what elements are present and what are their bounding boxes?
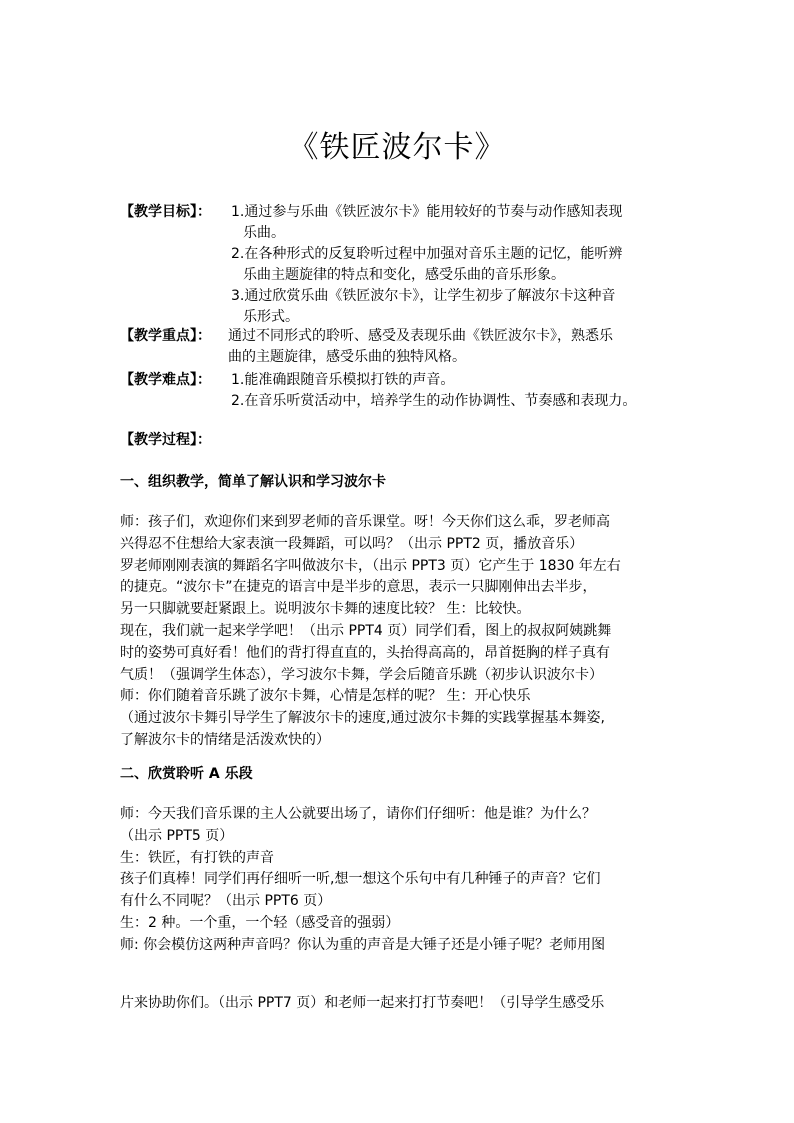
section-2-line: 有什么不同呢？（出示 PPT6 页）: [120, 893, 332, 910]
section-2-line: 孩子们真棒！同学们再仔细听一听,想一想这个乐句中有几种锤子的声音？它们: [120, 871, 601, 888]
section-2-line: （出示 PPT5 页）: [120, 827, 234, 844]
section-2-continuation: [120, 993, 680, 1015]
section-2-continuation-line: 片来协助你们。（出示 PPT7 页）和老师一起来打打节奏吧！（引导学生感受乐: [120, 995, 605, 1011]
objective-3-line-1: 3.通过欣赏乐曲《铁匠波尔卡》，让学生初步了解波尔卡这种音: [231, 288, 616, 304]
objective-2-line-1: 2.在各种形式的反复聆听过程中加强对音乐主题的记忆，能听辨: [231, 246, 623, 262]
key-points-line-2: 曲的主题旋律，感受乐曲的独特风格。: [228, 349, 466, 365]
objectives-block: [120, 202, 700, 325]
section-1-line: 气质！（强调学生体态），学习波尔卡舞，学会后随音乐跳（初步认识波尔卡）: [120, 666, 603, 683]
document-title: 《铁匠波尔卡》: [288, 130, 506, 165]
section-2-line: 生：2 种。一个重，一个轻（感受音的强弱）: [120, 914, 400, 931]
section-1-line: 了解波尔卡的情绪是活泼欢快的）: [120, 731, 330, 748]
objective-1-line-2: 乐曲。: [243, 225, 285, 241]
objectives-label: 【教学目标】：: [120, 204, 211, 220]
section-1-line: （通过波尔卡舞引导学生了解波尔卡的速度,通过波尔卡舞的实践掌握基本舞姿,: [120, 710, 605, 727]
section-1-line: 罗老师刚刚表演的舞蹈名字叫做波尔卡，（出示 PPT3 页）它产生于 1830 年左右: [120, 557, 621, 574]
section-2-line: 生：铁匠，有打铁的声音: [120, 849, 274, 866]
section-2-line: 师: 你会模仿这两种声音吗？你认为重的声音是大锤子还是小锤子呢？老师用图: [120, 936, 606, 953]
key-points-text: [228, 326, 678, 368]
key-points-block: [120, 326, 700, 365]
objective-item-1: [231, 202, 681, 244]
objective-2-line-2: 乐曲主题旋律的特点和变化，感受乐曲的音乐形象。: [243, 267, 565, 283]
section-1-line: 时的姿势可真好看！他们的背打得直直的，头抬得高高的，昂首挺胸的样子真有: [120, 644, 610, 661]
key-points-line-1: 通过不同形式的聆听、感受及表现乐曲《铁匠波尔卡》，熟悉乐: [228, 328, 613, 344]
objective-1-line-1: 1.通过参与乐曲《铁匠波尔卡》能用较好的节奏与动作感知表现: [231, 204, 623, 220]
section-2-heading: 二、欣赏聆听 A 乐段: [120, 766, 253, 782]
difficulty-item-1: 1.能准确跟随音乐模拟打铁的声音。: [231, 372, 455, 388]
section-2-line: 师：今天我们音乐课的主人公就要出场了，请你们仔细听：他是谁？为什么？: [120, 806, 596, 822]
difficulties-block: [120, 370, 700, 409]
section-1-line: 另一只脚就要赶紧跟上。说明波尔卡舞的速度比较？ 生：比较快。: [120, 601, 531, 618]
difficulties-items: [231, 370, 701, 412]
section-1-line: 师：你们随着音乐跳了波尔卡舞，心情是怎样的呢？ 生：开心快乐: [120, 688, 531, 705]
key-points-label: 【教学重点】：: [120, 328, 211, 344]
objective-item-2: [231, 244, 681, 286]
objective-3-line-2: 乐形式。: [243, 309, 299, 325]
difficulty-item-2: 2.在音乐听赏活动中，培养学生的动作协调性、节奏感和表现力。: [231, 393, 637, 409]
section-1-line: 师：孩子们，欢迎你们来到罗老师的音乐课堂。呀！今天你们这么乖，罗老师高: [120, 514, 610, 530]
section-1-line: 兴得忍不住想给大家表演一段舞蹈，可以吗？（出示 PPT2 页，播放音乐）: [120, 535, 584, 552]
difficulties-label: 【教学难点】：: [120, 372, 211, 388]
process-label: 【教学过程】：: [120, 432, 211, 448]
section-2-body: [120, 804, 680, 957]
objective-item-3: [231, 286, 681, 328]
section-1-line: 现在，我们就一起来学学吧！（出示 PPT4 页）同学们看，图上的叔叔阿姨跳舞: [120, 622, 612, 639]
section-1-body: [120, 512, 680, 752]
section-1-heading: 一、组织教学，简单了解认识和学习波尔卡: [120, 474, 386, 490]
section-1-line: 的捷克。“波尔卡”在捷克的语言中是半步的意思，表示一只脚刚伸出去半步，: [120, 579, 597, 596]
